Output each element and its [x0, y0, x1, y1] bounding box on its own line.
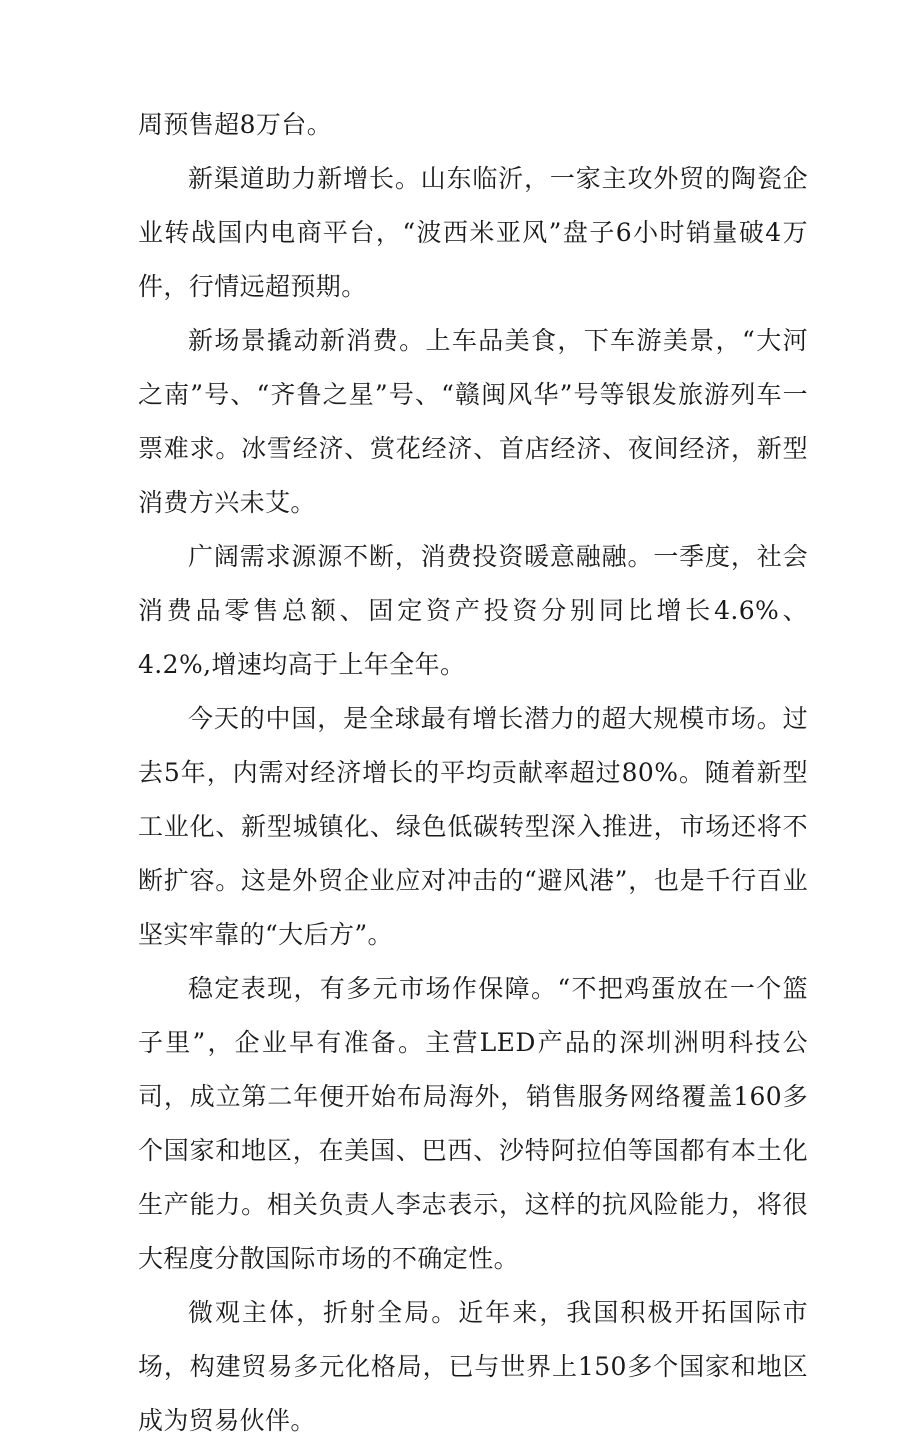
- paragraph-new-scenarios: 新场景撬动新消费。上车品美食，下车游美景，“大河之南”号、“齐鲁之星”号、“赣闽风华”号等银发旅游列车一票难求。冰雪经济、赏花经济、首店经济、夜间经济，新型消费方兴未艾。: [138, 326, 808, 517]
- paragraph-micro-subjects: 微观主体，折射全局。近年来，我国积极开拓国际市场，构建贸易多元化格局，已与世界上150多个国家和地区成为贸易伙伴。: [138, 1298, 808, 1435]
- paragraph-new-channels: 新渠道助力新增长。山东临沂，一家主攻外贸的陶瓷企业转战国内电商平台，“波西米亚风”盘子6小时销量破4万件，行情远超预期。: [138, 164, 808, 301]
- paragraph-china-market: 今天的中国，是全球最有增长潜力的超大规模市场。过去5年，内需对经济增长的平均贡献率超过80%。随着新型工业化、新型城镇化、绿色低碳转型深入推进，市场还将不断扩容。这是外贸企业应对冲击的“避风港”，也是千行百业坚实牢靠的“大后方”。: [138, 704, 808, 949]
- paragraph-demand-investment: 广阔需求源源不断，消费投资暖意融融。一季度，社会消费品零售总额、固定资产投资分别同比增长4.6%、4.2%,增速均高于上年全年。: [138, 542, 808, 679]
- article-body: [138, 98, 808, 1448]
- paragraph-continuation: 周预售超8万台。: [138, 110, 333, 139]
- paragraph-diversified-markets: 稳定表现，有多元市场作保障。“不把鸡蛋放在一个篮子里”，企业早有准备。主营LED产品的深圳洲明科技公司，成立第二年便开始布局海外，销售服务网络覆盖160多个国家和地区，在美国、巴西、沙特阿拉伯等国都有本土化生产能力。相关负责人李志表示，这样的抗风险能力，将很大程度分散国际市场的不确定性。: [138, 974, 808, 1273]
